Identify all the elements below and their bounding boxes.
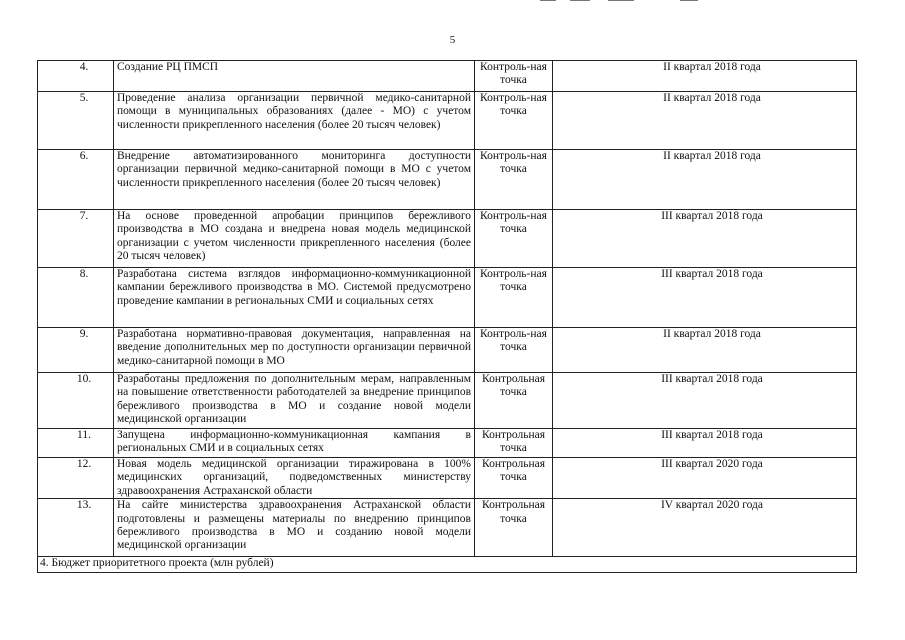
event-description: Запущена информационно-коммуникационная кампания в региональных СМИ и в социальных сетях xyxy=(114,429,475,458)
due-date: III квартал 2018 года xyxy=(553,268,857,328)
table-row xyxy=(38,328,857,373)
budget-heading: 4. Бюджет приоритетного проекта (млн рублей) xyxy=(38,557,857,573)
event-description: Разработана нормативно-правовая документация, направленная на введение дополнительных мер по доступности организации первичной медико-санитарной помощи в МО xyxy=(114,328,475,373)
page-number: 5 xyxy=(449,34,456,46)
row-number: 10. xyxy=(38,373,114,429)
row-number: 9. xyxy=(38,328,114,373)
event-description: Внедрение автоматизированного мониторинга доступности организации первичной медико-санитарной помощи в МО с учетом численности прикрепленного населения (более 20 тысяч человек) xyxy=(114,150,475,210)
due-date: II квартал 2018 года xyxy=(553,328,857,373)
due-date: IV квартал 2020 года xyxy=(553,499,857,557)
budget-row xyxy=(38,557,857,573)
table-row xyxy=(38,373,857,429)
table-row xyxy=(38,268,857,328)
event-description: На основе проведенной апробации принципов бережливого производства в МО создана и внедрена новая модель медицинской организации с учетом численности прикрепленного населения (более 20 тысяч человек) xyxy=(114,210,475,268)
row-number: 13. xyxy=(38,499,114,557)
event-type: Контрольная точка xyxy=(475,458,553,499)
event-description: Разработаны предложения по дополнительным мерам, направленным на повышение ответственности работодателей за внедрение принципов бережливого производства в МО и создание новой модели медицинской организации xyxy=(114,373,475,429)
due-date: III квартал 2018 года xyxy=(553,373,857,429)
event-description: Разработана система взглядов информационно-коммуникационной кампании бережливого производства в МО. Системой предусмотрено проведение кампании в региональных СМИ и социальных сетях xyxy=(114,268,475,328)
due-date: II квартал 2018 года xyxy=(553,150,857,210)
table-row xyxy=(38,499,857,557)
event-type: Контроль-ная точка xyxy=(475,92,553,150)
table-row xyxy=(38,429,857,458)
table-row xyxy=(38,92,857,150)
row-number: 7. xyxy=(38,210,114,268)
event-description: Новая модель медицинской организации тиражирована в 100% медицинских организаций, подведомственных министерству здравоохранения Астраханской области xyxy=(114,458,475,499)
event-type: Контрольная точка xyxy=(475,373,553,429)
row-number: 6. xyxy=(38,150,114,210)
event-description: Проведение анализа организации первичной медико-санитарной помощи в муниципальных образованиях (далее - МО) с учетом численности прикрепленного населения (более 20 тысяч человек) xyxy=(114,92,475,150)
row-number: 5. xyxy=(38,92,114,150)
row-number: 11. xyxy=(38,429,114,458)
event-description: На сайте министерства здравоохранения Астраханской области подготовлены и размещены материалы по внедрению принципов бережливого производства в МО и созданию новой модели медицинской организации xyxy=(114,499,475,557)
event-type: Контроль-ная точка xyxy=(475,150,553,210)
due-date: III квартал 2020 года xyxy=(553,458,857,499)
due-date: II квартал 2018 года xyxy=(553,92,857,150)
event-type: Контроль-ная точка xyxy=(475,268,553,328)
event-type: Контрольная точка xyxy=(475,499,553,557)
due-date: II квартал 2018 года xyxy=(553,61,857,92)
row-number: 4. xyxy=(38,61,114,92)
scan-marks xyxy=(540,0,740,4)
event-type: Контроль-ная точка xyxy=(475,328,553,373)
table-row xyxy=(38,210,857,268)
row-number: 8. xyxy=(38,268,114,328)
project-plan-table xyxy=(37,60,857,573)
table-row xyxy=(38,61,857,92)
event-description: Создание РЦ ПМСП xyxy=(114,61,475,92)
due-date: III квартал 2018 года xyxy=(553,210,857,268)
table-row xyxy=(38,458,857,499)
row-number: 12. xyxy=(38,458,114,499)
event-type: Контроль-ная точка xyxy=(475,210,553,268)
table-row xyxy=(38,150,857,210)
event-type: Контроль-ная точка xyxy=(475,61,553,92)
due-date: III квартал 2018 года xyxy=(553,429,857,458)
event-type: Контрольная точка xyxy=(475,429,553,458)
